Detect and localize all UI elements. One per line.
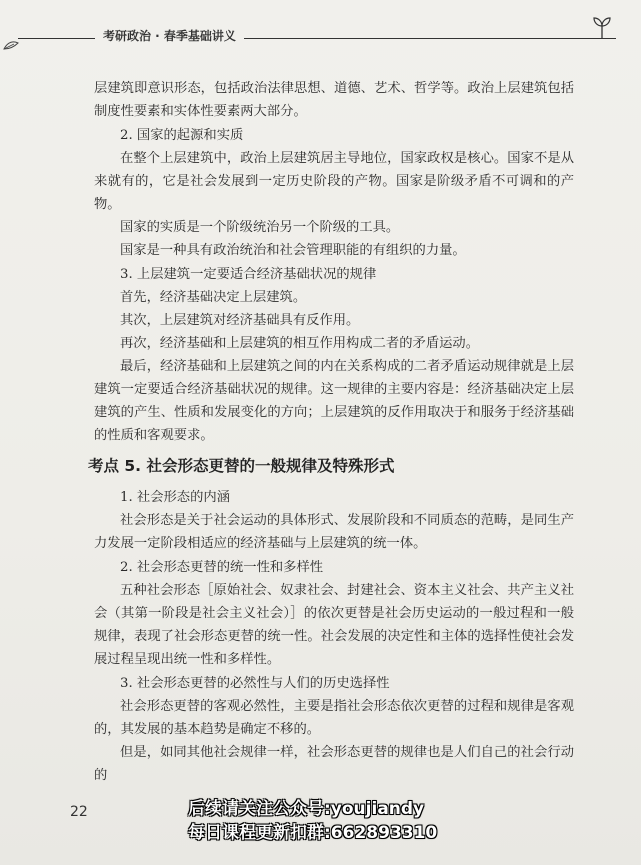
paragraph-state-2: 国家的实质是一个阶级统治另一个阶级的工具。 xyxy=(120,220,400,235)
intro-paragraph: 层建筑即意识形态，包括政治法律思想、道德、艺术、哲学等。政治上层建筑包括制度性要素和实体性要素两大部分。 xyxy=(94,81,574,119)
section-title: 考点 5. 社会形态更替的一般规律及特殊形式 xyxy=(88,457,395,475)
sprout-icon xyxy=(590,14,614,40)
subheading-state-origin: 2. 国家的起源和实质 xyxy=(120,128,244,143)
paragraph-law-3: 再次，经济基础和上层建筑的相互作用构成二者的矛盾运动。 xyxy=(120,336,480,351)
header-title: 考研政治 · 春季基础讲义 xyxy=(95,27,244,44)
paragraph-law-4: 最后，经济基础和上层建筑之间的内在关系构成的二者矛盾运动规律就是上层建筑一定要适合经济基础状况的规律。这一规律的主要内容是：经济基础决定上层建筑的产生、性质和发展变化的方向；上层建筑的反作用取决于和服务于经济基础的性质和客观要求。 xyxy=(94,359,574,443)
watermark-line-1: 后续请关注公众号:youjiandy xyxy=(188,799,425,819)
paragraph-law-2: 其次，上层建筑对经济基础具有反作用。 xyxy=(120,313,360,328)
paragraph-necessity: 社会形态更替的客观必然性，主要是指社会形态依次更替的过程和规律是客观的，其发展的基本趋势是确定不移的。 xyxy=(94,699,574,737)
subheading-formation: 1. 社会形态的内涵 xyxy=(120,490,230,505)
paragraph-law-1: 首先，经济基础决定上层建筑。 xyxy=(120,290,307,305)
watermark xyxy=(188,797,448,845)
paragraph-state-3: 国家是一种具有政治统治和社会管理职能的有组织的力量。 xyxy=(120,243,466,258)
subheading-unity-diversity: 2. 社会形态更替的统一性和多样性 xyxy=(120,560,324,575)
paragraph-state-1: 在整个上层建筑中，政治上层建筑居主导地位，国家政权是核心。国家不是从来就有的，它是社会发展到一定历史阶段的产物。国家是阶级矛盾不可调和的产物。 xyxy=(94,151,574,212)
page-number: 22 xyxy=(70,804,88,820)
paragraph-unity-diversity: 五种社会形态［原始社会、奴隶社会、封建社会、资本主义社会、共产主义社会（其第一阶段是社会主义社会）］的依次更替是社会历史运动的一般过程和一般规律，表现了社会形态更替的统一性。社会发展的决定性和主体的选择性使社会发展过程呈现出统一性和多样性。 xyxy=(94,583,574,667)
subheading-superstructure-law: 3. 上层建筑一定要适合经济基础状况的规律 xyxy=(120,267,377,282)
paragraph-formation: 社会形态是关于社会运动的具体形式、发展阶段和不同质态的范畴，是同生产力发展一定阶段相适应的经济基础与上层建筑的统一体。 xyxy=(94,513,574,551)
watermark-line-2: 每日课程更新扣群:662893310 xyxy=(188,823,438,843)
paragraph-choice: 但是，如同其他社会规律一样，社会形态更替的规律也是人们自己的社会行动的 xyxy=(94,745,574,783)
subheading-necessity-choice: 3. 社会形态更替的必然性与人们的历史选择性 xyxy=(120,676,390,691)
leaf-icon xyxy=(2,39,20,51)
content xyxy=(88,77,574,787)
